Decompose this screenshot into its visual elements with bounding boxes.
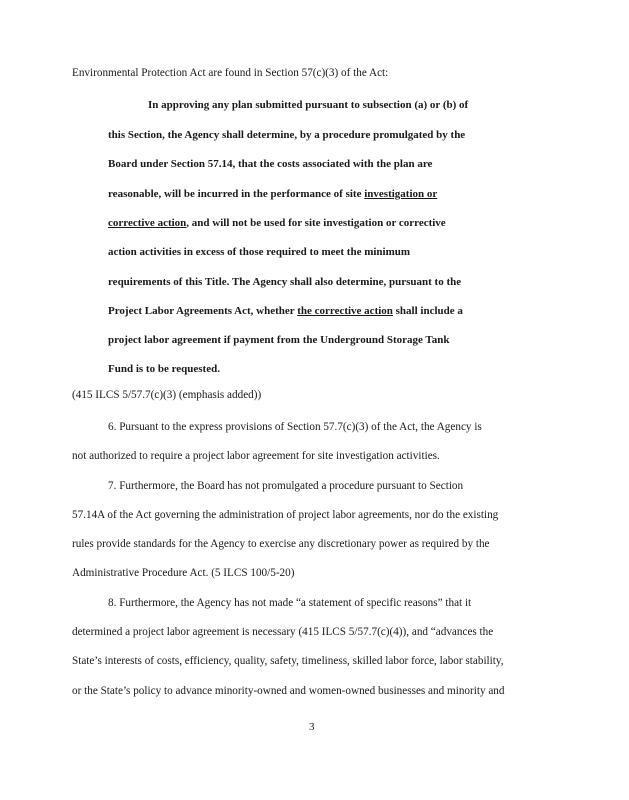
quote-line: requirements of this Title. The Agency shall also determine, pursuant to the [108,276,462,288]
quote-text: shall include a [392,305,463,317]
paragraph-line: Administrative Procedure Act. (5 ILCS 100/5-20) [72,567,295,579]
quote-line [108,216,446,230]
underlined-emphasis: corrective action [108,217,187,229]
quote-text: Project Labor Agreements Act, whether [108,305,298,317]
quote-line: this Section, the Agency shall determine, by a procedure promulgated by the [108,129,466,141]
paragraph-line: State’s interests of costs, efficiency, quality, safety, timeliness, skilled labor force, labor stability, [72,655,504,667]
paragraph-line: 7. Furthermore, the Board has not promulgated a procedure pursuant to Section [108,480,464,492]
underlined-emphasis: the corrective action [297,305,393,317]
quote-line: Fund is to be requested. [108,363,220,375]
quote-line: project labor agreement if payment from the Underground Storage Tank [108,334,450,346]
paragraph-line: not authorized to require a project labor agreement for site investigation activities. [72,450,440,462]
quote-line: In approving any plan submitted pursuant to subsection (a) or (b) of [148,99,469,111]
quote-text: , and will not be used for site investigation or corrective [186,217,446,229]
quote-line [108,187,437,201]
paragraph-line: rules provide standards for the Agency to exercise any discretionary power as required by the [72,538,490,550]
quote-line: Board under Section 57.14, that the costs associated with the plan are [108,158,433,170]
paragraph-line: 6. Pursuant to the express provisions of Section 57.7(c)(3) of the Act, the Agency is [108,421,482,433]
paragraph-line: or the State’s policy to advance minority-owned and women-owned businesses and minority and [72,685,505,697]
intro-line: Environmental Protection Act are found in Section 57(c)(3) of the Act: [72,67,389,79]
paragraph-line: determined a project labor agreement is necessary (415 ILCS 5/57.7(c)(4)), and “advances the [72,626,494,638]
quote-line [108,304,463,318]
underlined-emphasis: investigation or [364,188,438,200]
quote-text: reasonable, will be incurred in the performance of site [108,188,365,200]
paragraph-line: 57.14A of the Act governing the administration of project labor agreements, nor do the existing [72,509,499,521]
citation: (415 ILCS 5/57.7(c)(3) (emphasis added)) [72,389,262,401]
paragraph-line: 8. Furthermore, the Agency has not made “a statement of specific reasons” that it [108,597,472,609]
page-number: 3 [309,721,315,733]
quote-line: action activities in excess of those required to meet the minimum [108,246,411,258]
